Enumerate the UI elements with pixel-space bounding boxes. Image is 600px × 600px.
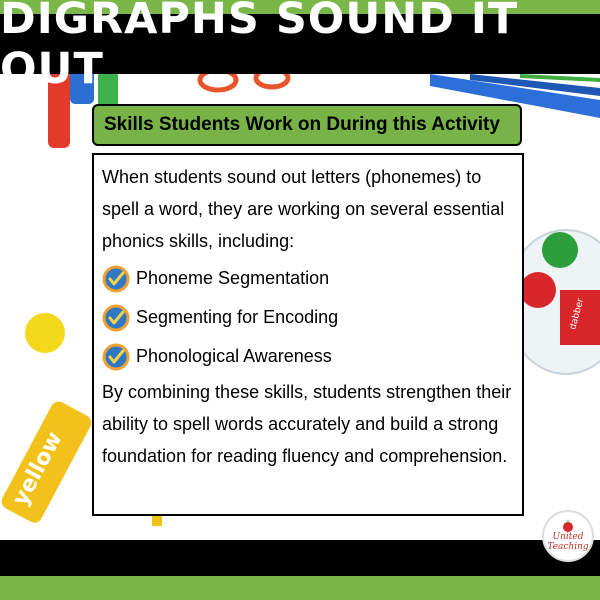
section-header-text: Skills Students Work on During this Activity (104, 114, 500, 135)
list-item (102, 337, 514, 376)
jar-label: dabber (568, 297, 587, 331)
content-box (92, 153, 524, 516)
bottom-green-bar (0, 576, 600, 600)
list-item (102, 298, 514, 337)
intro-text: When students sound out letters (phonemes) to spell a word, they are working on several essential phonics skills, including: (102, 167, 505, 251)
title-bar (0, 0, 600, 94)
check-badge-icon (102, 265, 130, 293)
list-item (102, 259, 514, 298)
page-title: DIGRAPHS SOUND IT OUT (0, 0, 519, 94)
section-header (92, 104, 522, 146)
bottom-black-bar (0, 540, 600, 576)
check-badge-icon (102, 304, 130, 332)
conclusion-text: By combining these skills, students strengthen their ability to spell words accurately and build a strong foundation for reading fluency and comprehension. (102, 382, 512, 466)
brand-logo (542, 510, 594, 562)
logo-line2: Teaching (547, 542, 589, 552)
yellow-ball (25, 313, 65, 353)
skill-label: Phoneme Segmentation (136, 268, 330, 288)
logo-line1: United (552, 532, 584, 542)
skill-label: Phonological Awareness (136, 346, 332, 366)
check-badge-icon (102, 343, 130, 371)
yellow-marker (0, 399, 94, 526)
svg-text:yellow: yellow (8, 427, 68, 510)
skill-label: Segmenting for Encoding (136, 307, 339, 327)
apple-icon (562, 520, 574, 532)
skills-list (102, 259, 514, 376)
